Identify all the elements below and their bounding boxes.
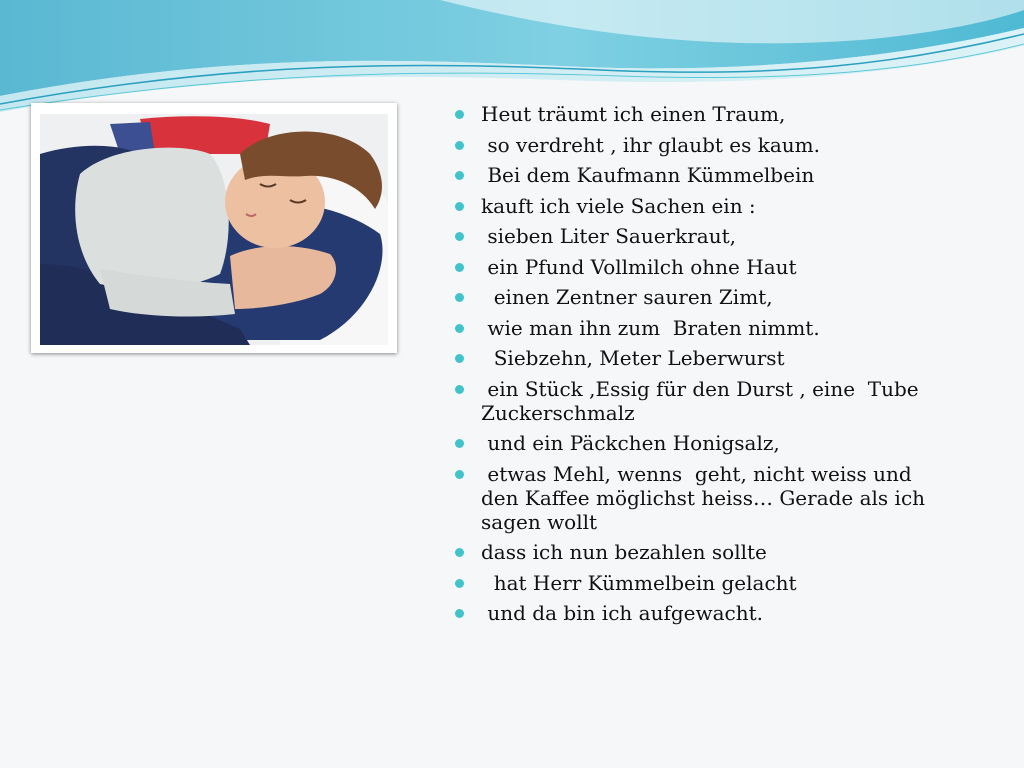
verse-line-text: so verdreht , ihr glaubt es kaum. bbox=[481, 132, 821, 157]
verse-line bbox=[455, 377, 955, 425]
verse-line bbox=[455, 102, 955, 126]
verse-line-text: hat Herr Kümmelbein gelacht bbox=[481, 570, 797, 595]
bullet-icon bbox=[455, 609, 464, 618]
bullet-icon bbox=[455, 141, 464, 150]
verse-line bbox=[455, 224, 955, 248]
bullet-icon bbox=[455, 548, 464, 557]
verse-line bbox=[455, 462, 955, 534]
verse-line bbox=[455, 316, 955, 340]
verse-line-text: einen Zentner sauren Zimt, bbox=[481, 285, 773, 309]
verse-line bbox=[455, 431, 955, 455]
photo-frame bbox=[31, 103, 397, 353]
bullet-icon bbox=[455, 385, 464, 394]
verse-line-text: Bei dem Kaufmann Kümmelbein bbox=[481, 163, 815, 187]
bullet-icon bbox=[455, 202, 464, 211]
verse-line-text: Heut träumt ich einen Traum, bbox=[481, 102, 786, 126]
verse-line bbox=[455, 194, 955, 218]
verse-line-text: wie man ihn zum Braten nimmt. bbox=[481, 315, 820, 340]
verse-line bbox=[455, 540, 955, 564]
verse-line bbox=[455, 571, 955, 595]
verse-line bbox=[455, 255, 955, 279]
verse-line-text: Siebzehn, Meter Leberwurst bbox=[481, 346, 785, 370]
sleeping-boy-photo bbox=[40, 114, 388, 345]
verse-line bbox=[455, 133, 955, 157]
bullet-icon bbox=[455, 470, 464, 479]
verse-line-text: und da bin ich aufgewacht. bbox=[481, 601, 764, 625]
verse-line-text: dass ich nun bezahlen sollte bbox=[481, 540, 767, 564]
bullet-icon bbox=[455, 110, 464, 119]
verse-line bbox=[455, 163, 955, 187]
verse-line-text: sieben Liter Sauerkraut, bbox=[481, 224, 736, 248]
verse-line-text: ein Pfund Vollmilch ohne Haut bbox=[481, 254, 797, 279]
verse-line-text: etwas Mehl, wenns geht, nicht weiss und den Kaffee möglichst heiss… Gerade als ich sagen wollt bbox=[481, 461, 932, 534]
bullet-icon bbox=[455, 263, 464, 272]
bullet-icon bbox=[455, 324, 464, 333]
verse-line-text: kauft ich viele Sachen ein : bbox=[481, 193, 756, 218]
verse-list bbox=[455, 102, 955, 632]
bullet-icon bbox=[455, 232, 464, 241]
bullet-icon bbox=[455, 293, 464, 302]
verse-line bbox=[455, 346, 955, 370]
verse-line bbox=[455, 285, 955, 309]
verse-line-text: und ein Päckchen Honigsalz, bbox=[481, 431, 780, 455]
verse-line-text: ein Stück ,Essig für den Durst , eine Tube Zuckerschmalz bbox=[481, 376, 925, 425]
bullet-icon bbox=[455, 579, 464, 588]
verse-line bbox=[455, 601, 955, 625]
bullet-icon bbox=[455, 171, 464, 180]
bullet-icon bbox=[455, 354, 464, 363]
bullet-icon bbox=[455, 439, 464, 448]
